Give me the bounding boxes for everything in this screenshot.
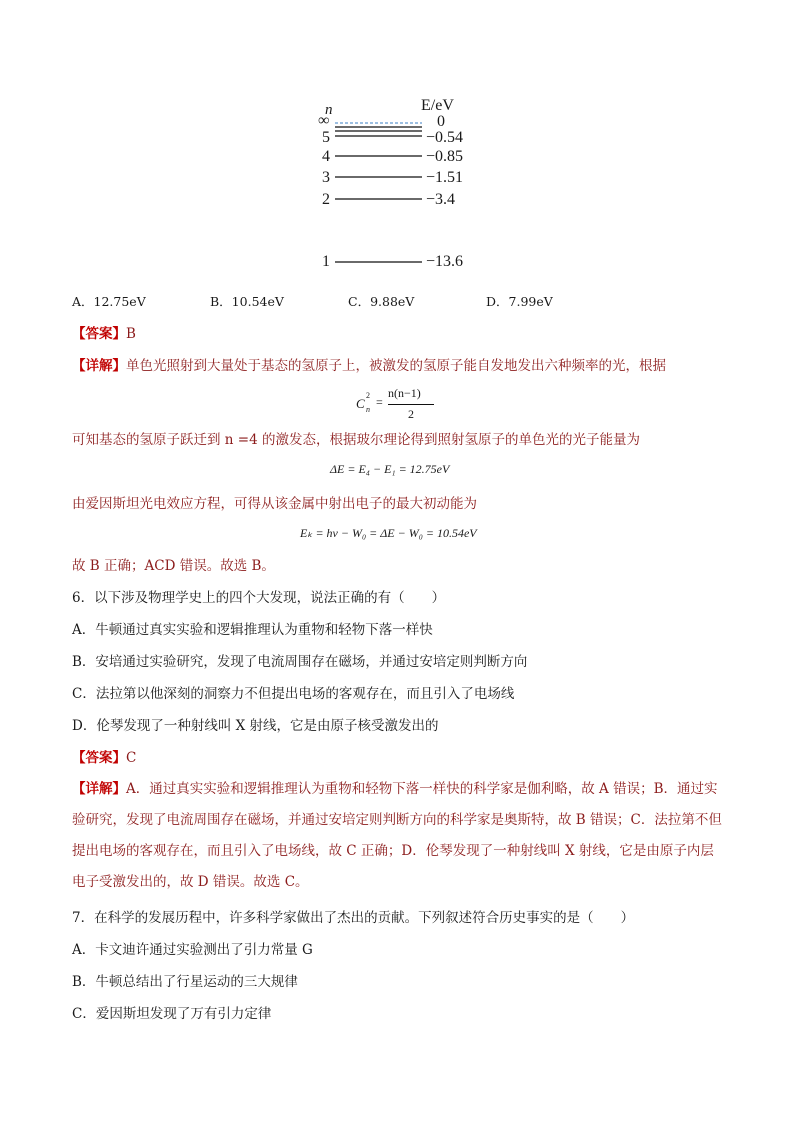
q6-detail-text: A．通过真实实验和逻辑推理认为重物和轻物下落一样快的科学家是伽利略，故 A 错误；B．通过实验研究，发现了电流周围存在磁场，并通过安培定则判断方向的科学家是奥斯特，故 B 错误；C．法拉第不但提出电场的客观存在，而且引入了电场线，故 C 正确；D．伦琴发现了一种射线叫 X 射线，它是由原子内层电子受激发出的，故 D 错误。故选 C。	[72, 781, 722, 890]
q6-option-a: A．牛顿通过真实实验和逻辑推理认为重物和轻物下落一样快	[72, 622, 433, 638]
q5-detail-tag: 【详解】	[72, 358, 126, 374]
formula-1-fraction-bar	[388, 404, 434, 405]
formula-2-text: ΔE = E₄ − E₁ = 12.75eV	[330, 462, 450, 476]
level-e-4: −0.85	[426, 148, 464, 165]
formula-1-c: C	[356, 396, 365, 411]
q6-detail-tag: 【详解】	[72, 781, 126, 797]
q7-stem: 7．在科学的发展历程中，许多科学家做出了杰出的贡献。下列叙述符合历史事实的是（ ）	[72, 910, 635, 926]
energy-level-lines	[300, 96, 500, 276]
q5-option-c: C．9.88eV	[348, 294, 415, 309]
formula-1-equals: =	[376, 395, 383, 409]
q6-answer-value: C	[126, 750, 137, 766]
level-e-2: −3.4	[426, 191, 456, 208]
formula-1-numerator: n(n−1)	[388, 386, 421, 400]
formula-3-text: Eₖ = hν − W₀ = ΔE − W₀ = 10.54eV	[300, 526, 477, 540]
q5-detail-text-1: 单色光照射到大量处于基态的氢原子上，被激发的氢原子能自发地发出六种频率的光，根据	[126, 358, 666, 374]
q5-conclusion-text: 故 B 正确；ACD 错误。故选 B。	[72, 558, 275, 574]
level-n-4: 4	[322, 148, 330, 165]
q6-detail	[72, 774, 724, 898]
q7-option-c: C．爱因斯坦发现了万有引力定律	[72, 1006, 272, 1022]
q5-conclusion	[72, 556, 275, 576]
q5-option-a: A．12.75eV	[72, 294, 146, 309]
formula-kinetic-energy	[300, 526, 477, 541]
level-e-3: −1.51	[426, 169, 464, 186]
formula-1-sup: 2	[366, 391, 370, 400]
formula-1-sub: n	[366, 405, 370, 414]
formula-1-denominator: 2	[408, 407, 414, 421]
level-e-1: −13.6	[426, 253, 464, 270]
q5-answer-tag: 【答案】	[72, 326, 126, 342]
q7-option-b: B．牛顿总结出了行星运动的三大规律	[72, 974, 298, 990]
q5-option-d: D．7.99eV	[486, 294, 553, 309]
q5-detail-line-1	[72, 356, 666, 376]
q5-option-b: B．10.54eV	[210, 294, 284, 309]
q7-option-a: A．卡文迪许通过实验测出了引力常量 G	[72, 942, 313, 958]
q6-option-c: C．法拉第以他深刻的洞察力不但提出电场的客观存在，而且引入了电场线	[72, 686, 515, 702]
q5-detail-line-2	[72, 430, 640, 450]
q6-answer-tag: 【答案】	[72, 750, 126, 766]
q5-detail-line-3	[72, 494, 477, 514]
level-e-infinity: 0	[437, 113, 445, 130]
q6-answer	[72, 748, 136, 768]
q5-detail-text-3: 由爱因斯坦光电效应方程，可得从该金属中射出电子的最大初动能为	[72, 496, 477, 512]
energy-level-diagram	[300, 96, 500, 276]
q5-answer	[72, 324, 136, 344]
formula-energy-diff	[330, 462, 449, 477]
level-n-3: 3	[322, 169, 330, 186]
level-n-infinity: ∞	[318, 112, 330, 129]
q5-detail-text-2: 可知基态的氢原子跃迁到 n =4 的激发态，根据玻尔理论得到照射氢原子的单色光的光子能量为	[72, 432, 640, 448]
q6-option-d: D．伦琴发现了一种射线叫 X 射线，它是由原子核受激发出的	[72, 718, 439, 734]
q5-answer-value: B	[126, 326, 136, 342]
level-n-1: 1	[322, 253, 330, 270]
q6-option-b: B．安培通过实验研究，发现了电流周围存在磁场，并通过安培定则判断方向	[72, 654, 528, 670]
axis-e-label: E/eV	[421, 97, 454, 114]
level-n-5: 5	[322, 129, 330, 146]
q6-stem: 6．以下涉及物理学史上的四个大发现，说法正确的有（ ）	[72, 590, 446, 606]
level-n-2: 2	[322, 191, 330, 208]
axis-n-label: n	[325, 102, 333, 118]
level-e-5: −0.54	[426, 129, 464, 146]
